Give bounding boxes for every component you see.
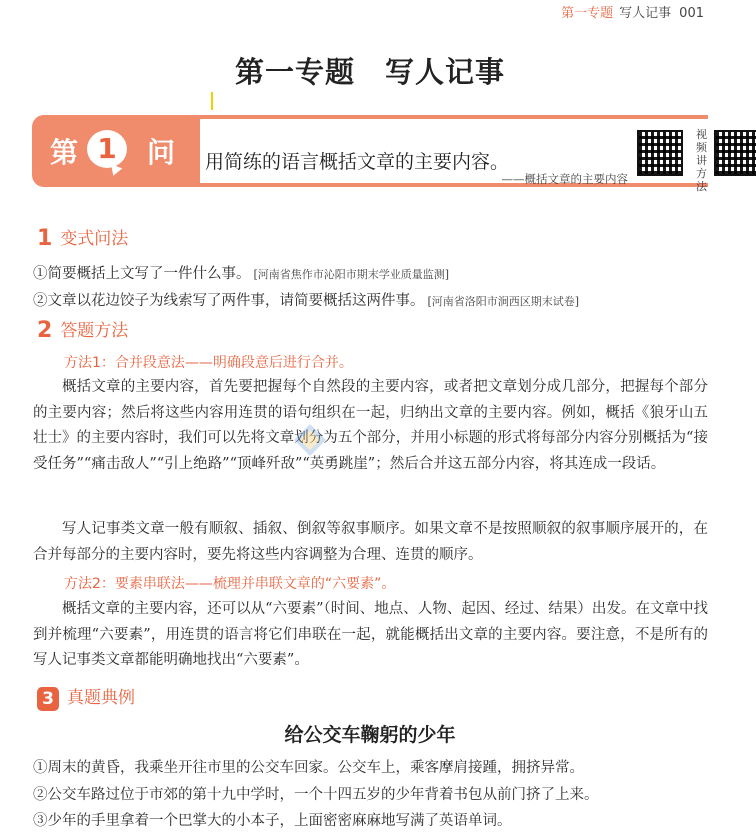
question-number-bubble: 1 xyxy=(87,130,127,168)
qr-code-icon[interactable] xyxy=(637,130,683,176)
story-line: ③少年的手里拿着一个巴掌大的小本子，上面密密麻麻地写满了英语单词。 xyxy=(33,813,512,829)
story-line: ②公交车路过位于市郊的第十九中学时，一个十四五岁的少年背着书包从前门挤了上来。 xyxy=(33,787,599,803)
method-heading: 方法1：合并段意法——明确段意后进行合并。 xyxy=(64,355,353,371)
question-subtext: ——概括文章的主要内容 xyxy=(501,172,628,186)
section-heading-variants xyxy=(37,224,128,251)
running-header-title: 写人记事 xyxy=(619,6,672,21)
question-prefix: 第 xyxy=(50,136,79,169)
method-heading: 方法2：要素串联法——梳理并串联文章的“六要素”。 xyxy=(64,576,396,592)
section-title: 变式问法 xyxy=(60,229,129,249)
body-paragraph: 概括文章的主要内容，还可以从“六要素”（时间、地点、人物、起因、经过、结果）出发。在文章中找到并梳理“六要素”，用连贯的语言将它们串联在一起，就能概括出文章的主要内容。要注意，不是所有的写人记事类文章都能明确地找出“六要素”。 xyxy=(33,601,708,668)
section-heading-methods xyxy=(37,316,128,343)
question-suffix: 问 xyxy=(147,136,176,169)
question-text: 用简练的语言概括文章的主要内容。 xyxy=(205,151,510,173)
video-label: 视频讲方法 xyxy=(696,128,707,193)
variant-source: [河南省洛阳市涧西区期末试卷] xyxy=(427,295,580,308)
section-number: 2 xyxy=(37,318,53,343)
page-number: 001 xyxy=(679,6,704,21)
body-paragraph: 概括文章的主要内容，首先要把握每个自然段的主要内容，或者把文章划分成几部分，把握每个部分的主要内容；然后将这些内容用连贯的语句组织在一起，归纳出文章的主要内容。例如，概括《狼牙山五壮士》的主要内容时，我们可以先将文章划分为五个部分，并用小标题的形式将每部分内容分别概括为“接受任务”“痛击敌人”“引上绝路”“顶峰歼敌”“英勇跳崖”；然后合并这五部分内容，将其连成一段话。 xyxy=(33,379,708,472)
running-header xyxy=(561,2,704,21)
text-cursor xyxy=(211,92,213,110)
story-line: ①周末的黄昏，我乘坐开往市里的公交车回家。公交车上，乘客摩肩接踵，拥挤异常。 xyxy=(33,760,584,776)
variant-question xyxy=(33,262,449,283)
section-heading-examples xyxy=(37,683,135,711)
watermark-logo xyxy=(290,420,330,460)
section-number: 3 xyxy=(37,687,59,711)
page-title: 第一专题 写人记事 xyxy=(234,55,505,89)
running-header-topic: 第一专题 xyxy=(561,6,614,21)
variant-source: [河南省焦作市沁阳市期末学业质量监测] xyxy=(253,268,450,281)
qr-code-icon[interactable] xyxy=(714,130,756,176)
section-number: 1 xyxy=(37,226,53,251)
section-title: 真题典例 xyxy=(67,688,135,708)
variant-question xyxy=(33,289,579,310)
story-title: 给公交车鞠躬的少年 xyxy=(284,724,456,746)
body-paragraph: 写人记事类文章一般有顺叙、插叙、倒叙等叙事顺序。如果文章不是按照顺叙的叙事顺序展开的，在合并每部分的主要内容时，要先将这些内容调整为合理、连贯的顺序。 xyxy=(33,521,708,563)
section-title: 答题方法 xyxy=(60,321,129,341)
question-badge xyxy=(32,115,200,187)
variant-text: ②文章以花边饺子为线索写了两件事，请简要概括这两件事。 xyxy=(33,293,425,309)
variant-text: ①简要概括上文写了一件什么事。 xyxy=(33,266,251,282)
